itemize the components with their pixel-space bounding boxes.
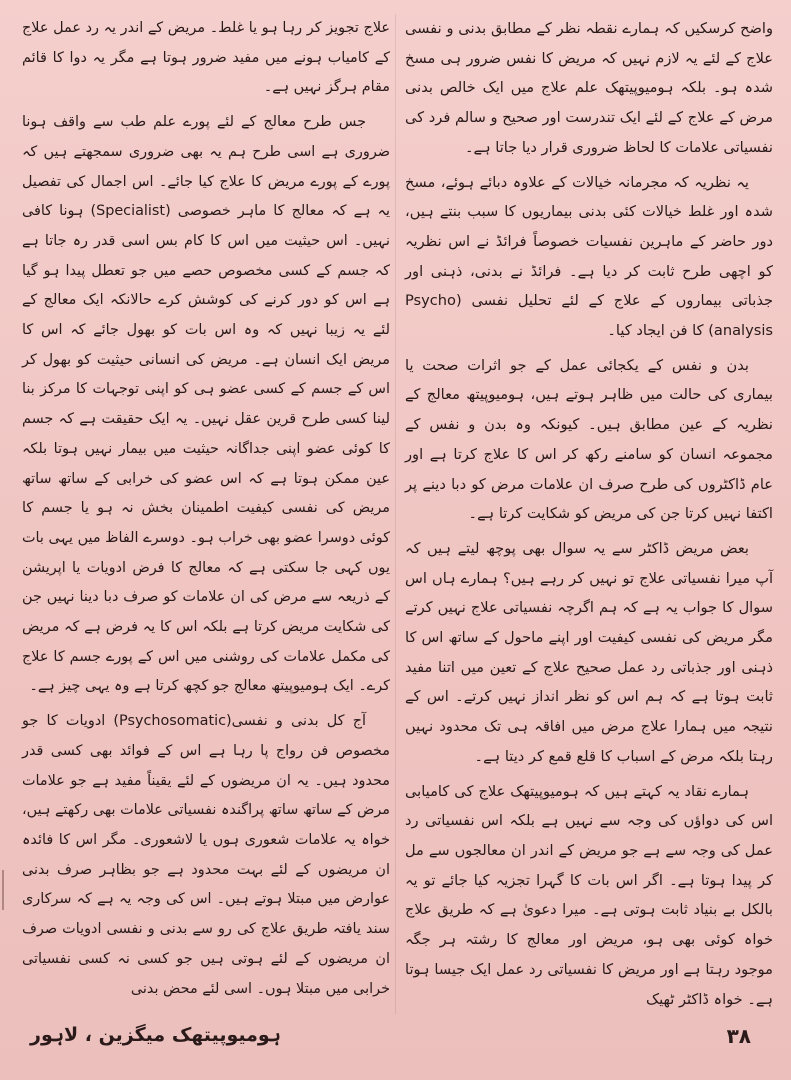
left-column — [22, 14, 390, 1004]
paragraph: بعض مریض ڈاکٹر سے یہ سوال بھی پوچھ لیتے ہیں کہ آپ میرا نفسیاتی علاج تو نہیں کر رہے ہیں؟ ہمارے ہاں اس سوال کا جواب یہ ہے کہ ہم اگرچہ نفسیاتی علاج نہیں کرتے مگر مریض کی نفسی کیفیت اور اپنے ماحول کے ساتھ اس کا ذہنی اور جذباتی رد عمل صحیح علاج کے تعین میں اتنا مفید ثابت ہوتا ہے کہ ہم اس کو نظر انداز نہیں کرتے۔ اس کے نتیجہ میں ہمارا علاج مرض میں افاقہ ہی تک محدود نہیں رہتا بلکہ مرض کے اسباب کا قلع قمع کر دیتا ہے۔ — [405, 539, 773, 765]
paragraph: بدن و نفس کے یکجائی عمل کے جو اثرات صحت یا بیماری کی حالت میں ظاہر ہوتے ہیں، ہومیوپیتھ معالج کے نظریہ کے عین مطابق ہیں۔ کیونکہ وہ بدن و نفس کے مجموعہ انسان کو سامنے رکھ کر اس کا علاج کرتا ہے اور عام ڈاکٹروں کی طرح صرف ان علامات مرض کو دبا دینے پر اکتفا نہیں کرتا جن کی مریض کو شکایت کرتا ہے۔ — [405, 356, 773, 523]
paragraph: واضح کرسکیں کہ ہمارے نقطہ نظر کے مطابق بدنی و نفسی علاج کے لئے یہ لازم نہیں کہ مریض کا نفس ضرور ہی مسخ شدہ ہو۔ بلکہ ہومیوپیتھک علم علاج میں ایک خالص بدنی مرض کے علاج کے لئے ایک تندرست اور صحیح و سالم فرد کی نفسیاتی علامات کا لحاظ ضروری قرار دیا جاتا ہے۔ — [405, 20, 773, 156]
paragraph-text: آج کل بدنی و نفسی( — [226, 713, 367, 730]
paragraph-text: ) ہونا کافی نہیں۔ اس حیثیت میں اس کا کام بس اسی قدر رہ جاتا ہے کہ جسم کے کسی مخصوص حصے میں جو تعطل پیدا ہو گیا ہے اس کو دور کرنے کی کوشش کرے حالانکہ ایک معالج کے لئے یہ زیبا نہیں کہ وہ اس بات کو بھول جائے کہ اس کا مریض ایک انسان ہے۔ مریض کی انسانی حیثیت کو بھول کر اس کے جسم کے کسی عضو ہی کو اپنی توجہات کا مرکز بنا لینا کسی طرح قرین عقل نہیں۔ یہ ایک حقیقت ہے کہ جسم کا کوئی عضو اپنی جداگانہ حیثیت میں بیمار نہیں ہوتا بلکہ عین ممکن ہوتا ہے کہ اس عضو کی خرابی کے ساتھ ساتھ مریض کی نفسی کیفیت اطمینان بخش نہ ہو یا جسم کا کوئی دوسرا عضو بھی خراب ہو۔ دوسرے الفاظ میں یہی بات یوں کہی جا سکتی ہے کہ معالج کا فرض ادویات یا اپریشن کے ذریعہ سے مرض کی ان علامات کو صرف دبا دینا نہیں جن کی شکایت مریض کرتا ہے بلکہ اس کا یہ فرض ہے کہ مریض کی مکمل علامات کی روشنی میں اس کے پورے جسم کا علاج کرے۔ ایک ہومیوپیتھ معالج جو کچھ کرتا ہے وہ یہی چیز ہے۔ — [22, 203, 390, 695]
page-footer — [0, 1024, 791, 1064]
english-term: Psycho analysis — [405, 292, 773, 340]
paragraph — [405, 168, 773, 346]
page-edge-mark — [2, 870, 16, 910]
paragraph-text: جس طرح معالج کے لئے پورے علم طب سے واقف ہونا ضروری ہے اسی طرح ہم یہ بھی ضروری سمجھتے ہیں کہ پورے کے پورے مریض کا علاج کیا جائے۔ اس اجمال کی تفصیل یہ ہے کہ معالج کا ماہر خصوصی ( — [22, 114, 390, 220]
paragraph: علاج تجویز کر رہا ہو یا غلط۔ مریض کے اندر یہ رد عمل علاج کے کامیاب ہونے میں مفید ضرور ہوتا ہے مگر یہ دوا کا قائم مقام ہرگز نہیں ہے۔ — [22, 20, 390, 96]
paragraph — [22, 707, 390, 1004]
english-term: Psychosomatic — [119, 713, 226, 730]
english-term: Specialist — [96, 203, 166, 220]
right-column — [405, 14, 773, 1014]
paragraph — [22, 108, 390, 702]
paragraph: ہمارے نقاد یہ کہتے ہیں کہ ہومیوپیتھک علاج کی کامیابی اس کی دواؤں کی وجہ سے نہیں ہے بلکہ اس نفسیاتی رد عمل کی وجہ سے ہے جو مریض کے اندر ان معالجوں سے مل کر پیدا ہوتا ہے۔ اگر اس بات کا گہرا تجزیہ کیا جائے تو یہ بالکل بے بنیاد ثابت ہوتی ہے۔ میرا دعویٰ ہے کہ طریق علاج خواہ کوئی بھی ہو، مریض اور معالج کا رشتہ ہر جگہ موجود رہتا ہے اور مریض کا نفسیاتی رد عمل ایک جیسا ہوتا ہے۔ خواہ ڈاکٹر ٹھیک — [405, 782, 773, 1008]
magazine-name: ہومیوپیتھک میگزین ، لاہور — [30, 1024, 281, 1046]
paragraph-text: ) کا فن ایجاد کیا۔ — [607, 322, 714, 340]
paragraph-text: یہ نظریہ کہ مجرمانہ خیالات کے علاوہ دبائے ہوئے، مسخ شدہ اور غلط خیالات کئی بدنی بیماریوں کا سبب بنتے ہیں، دور حاضر کے ماہرین نفسیات خصوصاً فرائڈ نے اس نظریہ کو اچھی طرح ثابت کر دیا ہے۔ فرائڈ نے بدنی، ذہنی اور جذباتی بیماروں کے علاج کے لئے تحلیل نفسی ( — [405, 173, 773, 310]
column-divider — [395, 14, 396, 1014]
page-number: ۳۸ — [726, 1024, 751, 1048]
paragraph-text: ) ادویات کا جو مخصوص فن رواج پا رہا ہے اس کے فوائد بھی کسی قدر محدود ہیں۔ یہ ان مریضوں کے لئے یقیناً مفید ہے جو علامات مرض کے ساتھ ساتھ پراگندہ نفسیاتی علامات بھی رکھتے ہیں، خواہ یہ علامات شعوری ہوں یا لاشعوری۔ مگر اس کا فائدہ ان مریضوں کے لئے بہت محدود ہے جو بظاہر صرف بدنی عوارض میں مبتلا ہوتے ہیں۔ اس کی وجہ یہ ہے کہ سرکاری سند یافتہ طریق علاج کی رو سے بدنی و نفسی ادویات صرف ان مریضوں کے لئے ہوتی ہیں جو کسی نہ کسی نفسیاتی خرابی میں مبتلا ہوں۔ اسی لئے محض بدنی — [22, 713, 390, 997]
